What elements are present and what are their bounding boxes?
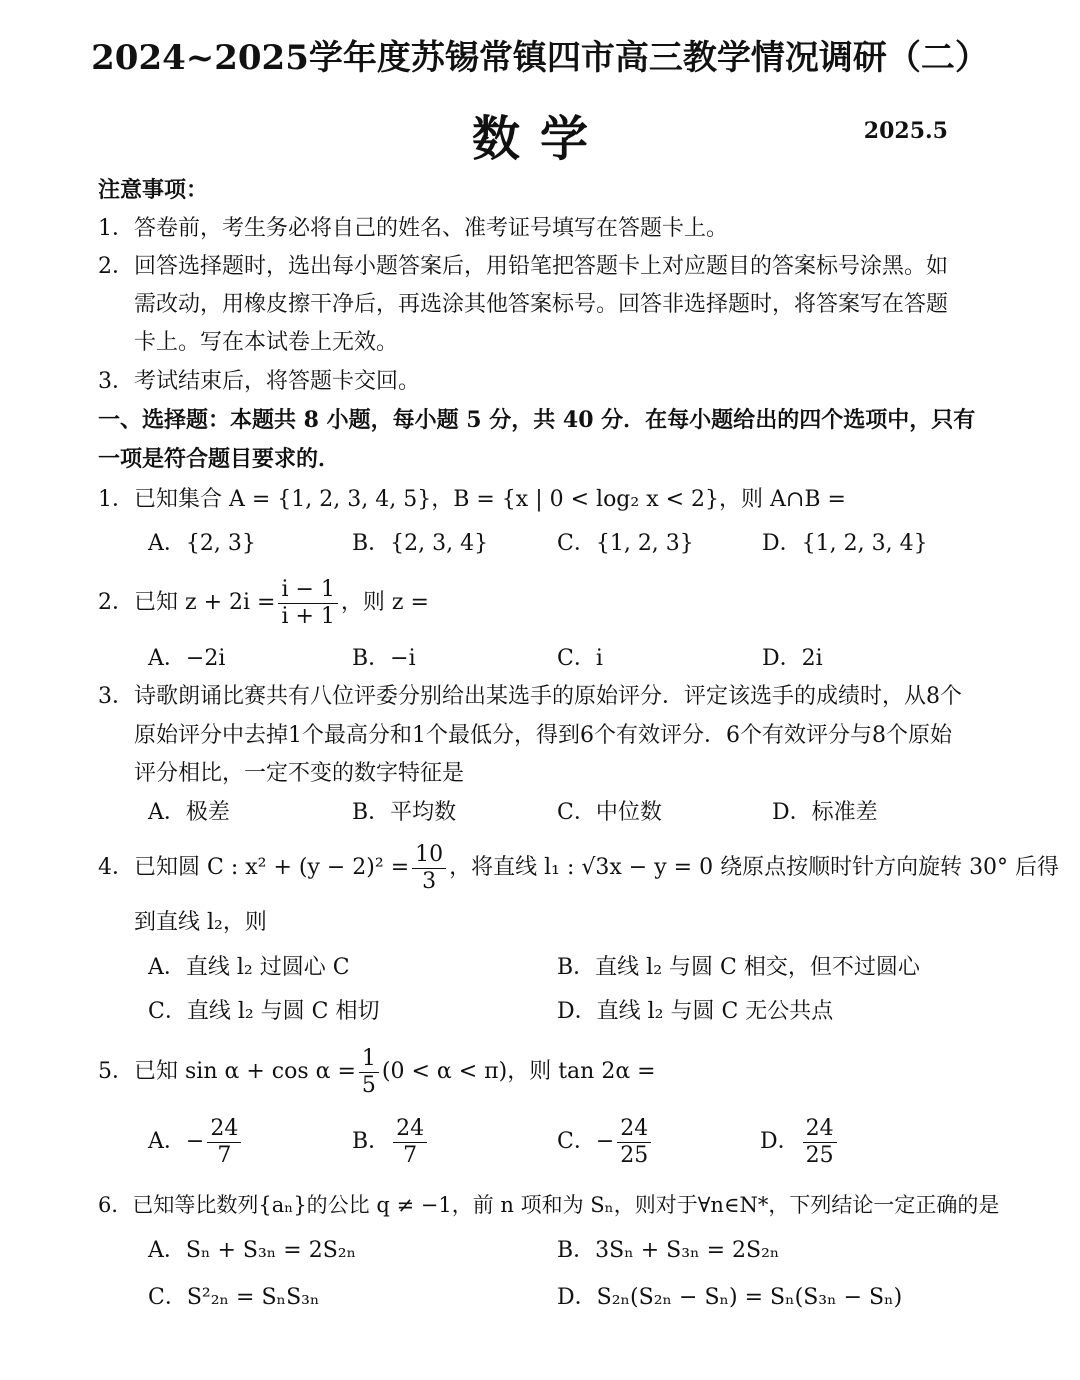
q4-prefix: 4．已知圆 C : x² + (y − 2)² = <box>98 855 410 880</box>
notice-item: 2．回答选择题时，选出每小题答案后，用铅笔把答题卡上对应题目的答案标号涂黑。如 <box>98 254 948 279</box>
q2-option-b: B．−i <box>352 646 416 671</box>
q5-option-fraction <box>393 1116 427 1169</box>
q6-option-d: D．S₂ₙ(S₂ₙ − Sₙ) = Sₙ(S₃ₙ − Sₙ) <box>557 1285 903 1310</box>
question-2-stem <box>98 573 984 633</box>
q3-option-c: C．中位数 <box>557 800 662 825</box>
q2-frac-num: i − 1 <box>278 577 337 604</box>
q5-suffix: (0 < α < π)，则 tan 2α = <box>381 1059 656 1084</box>
q5-fraction <box>359 1046 379 1099</box>
q5-option-d <box>760 1112 840 1172</box>
q4-suffix: ，将直线 l₁ : √3x − y = 0 绕原点按顺时针方向旋转 30° 后得 <box>449 855 1060 880</box>
q5-option-num: 24 <box>617 1116 651 1143</box>
q4-option-b: B．直线 l₂ 与圆 C 相交，但不过圆心 <box>557 955 920 980</box>
notice-heading: 注意事项： <box>98 177 209 203</box>
q5-option-b <box>352 1112 430 1172</box>
q3-option-b: B．平均数 <box>352 800 457 825</box>
q4-option-a: A．直线 l₂ 过圆心 C <box>148 955 350 980</box>
q5-option-sign: − <box>595 1129 615 1154</box>
section-heading: 一、选择题：本题共 8 小题，每小题 5 分，共 40 分．在每小题给出的四个选项中，只有 <box>98 407 976 433</box>
q6-option-c: C．S²₂ₙ = SₙS₃ₙ <box>148 1285 320 1310</box>
notice-item: 卡上。写在本试卷上无效。 <box>134 330 399 355</box>
q2-prefix: 2．已知 z + 2i = <box>98 590 276 615</box>
q3-option-a: A．极差 <box>148 800 230 825</box>
q5-option-label: D． <box>760 1129 800 1154</box>
q5-option-sign: − <box>185 1129 205 1154</box>
subject-title: 数学 <box>471 111 608 167</box>
q2-option-c: C．i <box>557 646 603 671</box>
q6-option-a: A．Sₙ + S₃ₙ = 2S₂ₙ <box>148 1238 357 1263</box>
q2-frac-den: i + 1 <box>281 603 335 629</box>
q5-option-den: 7 <box>217 1142 232 1168</box>
q4-option-d: D．直线 l₂ 与圆 C 无公共点 <box>557 999 834 1024</box>
q4-option-c: C．直线 l₂ 与圆 C 相切 <box>148 999 380 1024</box>
q6-option-b: B．3Sₙ + S₃ₙ = 2S₂ₙ <box>557 1238 780 1263</box>
q5-option-num: 24 <box>207 1116 241 1143</box>
q1-option-b: B．{2, 3, 4} <box>352 531 489 556</box>
q5-frac-den: 5 <box>361 1072 376 1098</box>
notice-item: 3．考试结束后，将答题卡交回。 <box>98 369 420 394</box>
q5-option-c <box>557 1112 654 1172</box>
notice-item: 需改动，用橡皮擦干净后，再选涂其他答案标号。回答非选择题时，将答案写在答题 <box>134 292 949 317</box>
question-1-stem: 1．已知集合 A = {1, 2, 3, 4, 5}，B = {x | 0 < log₂ x < 2}，则 A∩B = <box>98 487 846 512</box>
q5-option-den: 7 <box>403 1142 418 1168</box>
q1-option-d: D．{1, 2, 3, 4} <box>762 531 928 556</box>
q5-option-num: 24 <box>393 1116 427 1143</box>
question-3-stem: 原始评分中去掉1个最高分和1个最低分，得到6个有效评分．6个有效评分与8个原始 <box>134 723 952 748</box>
notice-item: 1．答卷前，考生务必将自己的姓名、准考证号填写在答题卡上。 <box>98 216 728 241</box>
q2-suffix: ，则 z = <box>340 590 429 615</box>
q5-option-num: 24 <box>803 1116 837 1143</box>
q2-option-d: D．2i <box>762 646 823 671</box>
q1-option-c: C．{1, 2, 3} <box>557 531 694 556</box>
q2-option-a: A．−2i <box>148 646 226 671</box>
q5-option-fraction <box>803 1116 837 1169</box>
question-4-stem-line2: 到直线 l₂，则 <box>134 910 267 935</box>
q5-option-a <box>148 1112 244 1172</box>
q5-prefix: 5．已知 sin α + cos α = <box>98 1059 356 1084</box>
q1-option-a: A．{2, 3} <box>148 531 256 556</box>
q3-option-d: D．标准差 <box>772 800 878 825</box>
q4-frac-num: 10 <box>412 842 446 869</box>
q5-option-fraction <box>207 1116 241 1169</box>
q5-frac-num: 1 <box>359 1046 379 1073</box>
q2-fraction <box>278 577 337 630</box>
question-3-stem: 3．诗歌朗诵比赛共有八位评委分别给出某选手的原始评分．评定该选手的成绩时，从8个 <box>98 684 962 709</box>
question-5-stem <box>98 1042 984 1102</box>
q5-option-label: B． <box>352 1129 391 1154</box>
question-6-stem: 6．已知等比数列{aₙ}的公比 q ≠ −1，前 n 项和为 Sₙ，则对于∀n∈N*，下列结论一定正确的是 <box>98 1193 1000 1217</box>
q5-option-den: 25 <box>620 1142 649 1168</box>
question-4-stem <box>98 838 1060 898</box>
q5-option-label: A． <box>148 1129 186 1154</box>
section-heading: 一项是符合题目要求的． <box>98 446 341 472</box>
q5-option-den: 25 <box>805 1142 834 1168</box>
exam-date: 2025.5 <box>863 118 948 144</box>
q4-frac-den: 3 <box>422 868 437 894</box>
q4-fraction <box>412 842 446 895</box>
q5-option-fraction <box>617 1116 651 1169</box>
q5-option-label: C． <box>557 1129 596 1154</box>
question-3-stem: 评分相比，一定不变的数字特征是 <box>134 761 465 786</box>
exam-title: 2024~2025学年度苏锡常镇四市高三教学情况调研（二） <box>91 38 989 78</box>
